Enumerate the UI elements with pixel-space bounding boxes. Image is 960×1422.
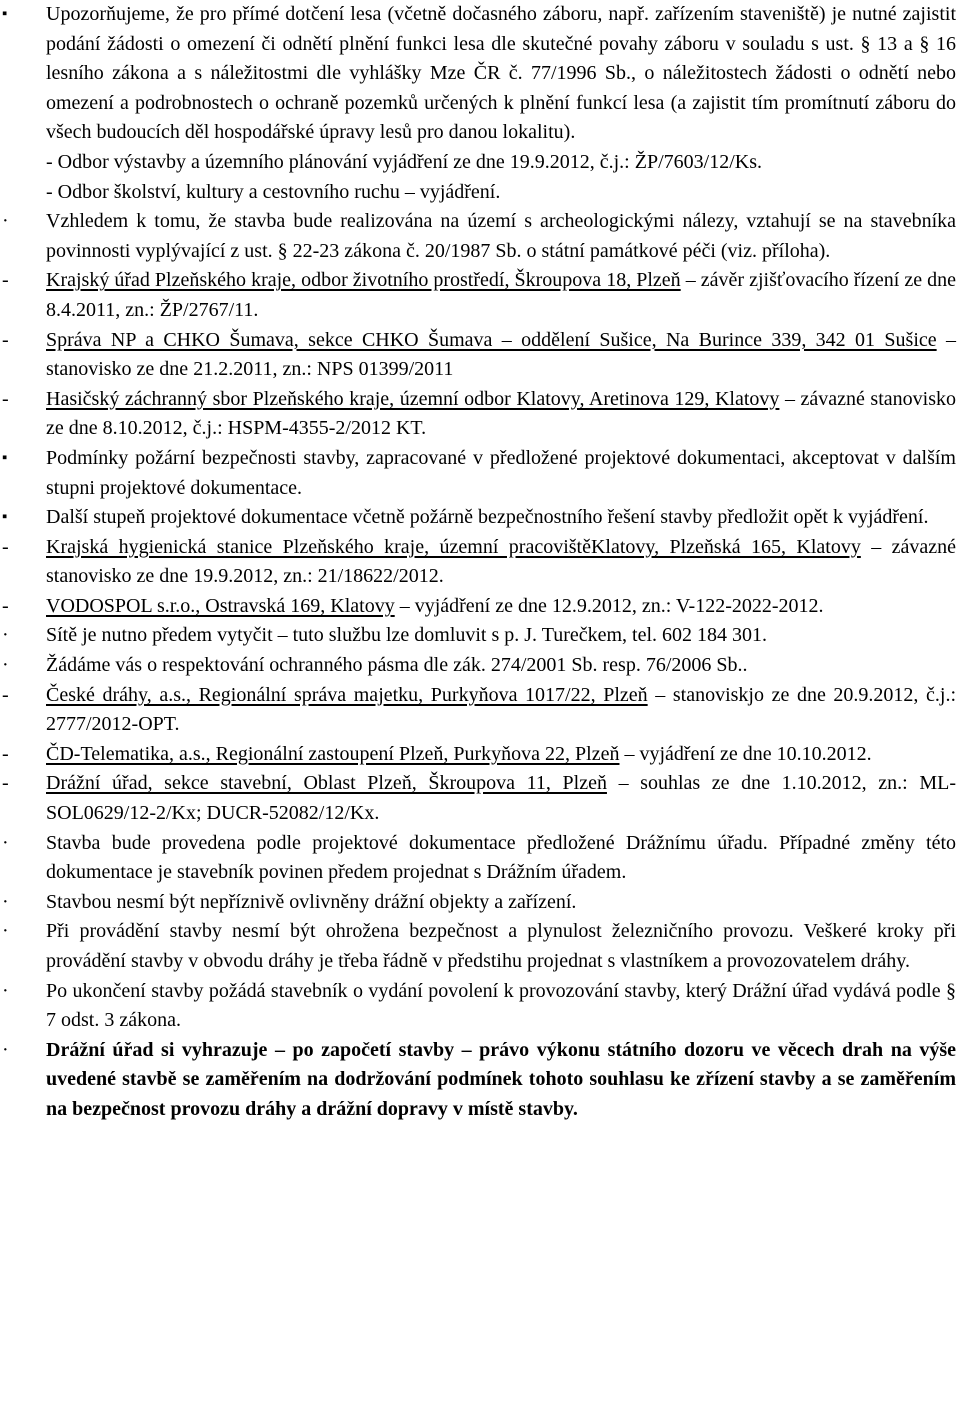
body-text: Stavbou nesmí být nepříznivě ovlivněny drážní objekty a zařízení.	[46, 890, 577, 913]
list-marker: -	[2, 269, 9, 292]
paragraph-item	[0, 769, 960, 828]
paragraph-item	[0, 681, 960, 740]
list-marker: ·	[2, 654, 9, 677]
paragraph-item	[0, 266, 960, 325]
paragraph-text	[46, 207, 956, 266]
body-text: Upozorňujeme, že pro přímé dotčení lesa (včetně dočasného záboru, např. zařízením staveniště) je nutné zajistit podání žádosti o omezení či odnětí plnění funkci lesa dle skutečné povahy záboru v souladu s ust. § 13 a § 16 lesního zákona a s náležitostmi dle vyhlášky Mze ČR č. 77/1996 Sb., o náležitostech žádosti o odnětí nebo omezení a podrobnostech o ochraně pozemků určených k plnění funkcí lesa (a zajistit tím promítnutí záboru do všech budoucích děl hospodářské úpravy lesů pro danou lokalitu).	[46, 3, 956, 144]
body-text: Vzhledem k tomu, že stavba bude realizována na území s archeologickými nálezy, vztahují se na stavebníka povinnosti vyplývající z ust. § 22-23 zákona č. 20/1987 Sb. o státní památkové péči (viz. příloha).	[46, 210, 956, 262]
list-marker: ·	[2, 831, 9, 854]
body-text: Drážní úřad si vyhrazuje – po započetí stavby – právo výkonu státního dozoru ve věcech drah na výše uvedené stavbě se zaměřením na dodržování podmínek tohoto souhlasu ke zřízení stavby a se zaměřením na bezpečnost provozu dráhy a drážní dopravy v místě stavby.	[46, 1038, 956, 1120]
paragraph-item	[0, 207, 960, 266]
underlined-authority: Hasičský záchranný sbor Plzeňského kraje, územní odbor Klatovy, Aretinova 129, Klatovy	[46, 387, 780, 410]
list-marker: -	[2, 742, 9, 765]
paragraph-text	[46, 888, 956, 918]
body-text: – stanovisko ze dne 21.2.2011, zn.: NPS 01399/2011	[46, 328, 957, 381]
paragraph-item	[0, 977, 960, 1036]
paragraph-item	[0, 592, 960, 622]
list-marker: -	[2, 387, 9, 410]
list-marker: ·	[2, 890, 9, 913]
paragraph-text	[46, 917, 956, 976]
paragraph-text	[46, 533, 956, 592]
bold-text	[46, 1039, 956, 1120]
list-marker: ▪	[2, 509, 8, 526]
list-marker: ·	[2, 210, 9, 233]
list-marker: -	[2, 772, 9, 795]
list-marker: ·	[2, 920, 9, 943]
body-text: – závěr zjišťovacího řízení ze dne 8.4.2011, zn.: ŽP/2767/11.	[46, 269, 957, 321]
list-marker: -	[2, 594, 9, 617]
body-text: – souhlas ze dne 1.10.2012, zn.: ML-SOL0629/12-2/Kx; DUCR-52082/12/Kx.	[46, 772, 956, 825]
paragraph-text	[46, 266, 956, 325]
body-text: Žádáme vás o respektování ochranného pásma dle zák. 274/2001 Sb. resp. 76/2006 Sb..	[46, 654, 748, 677]
paragraph-text	[46, 651, 956, 681]
paragraph-text	[46, 148, 956, 178]
list-marker: ·	[2, 624, 9, 647]
body-text: - Odbor školství, kultury a cestovního ruchu – vyjádření.	[46, 180, 501, 203]
paragraph-text	[46, 178, 956, 208]
paragraph-text	[46, 1036, 956, 1125]
underlined-authority: ČD-Telematika, a.s., Regionální zastoupení Plzeň, Purkyňova 22, Plzeň	[46, 742, 620, 765]
body-text: Stavba bude provedena podle projektové dokumentace předložené Drážnímu úřadu. Případné změny této dokumentace je stavebník povinen předem projednat s Drážním úřadem.	[46, 831, 956, 884]
list-marker: -	[2, 535, 9, 558]
paragraph-item	[0, 326, 960, 385]
underlined-authority: České dráhy, a.s., Regionální správa majetku, Purkyňova 1017/22, Plzeň	[46, 683, 648, 706]
body-text: – závazné stanovisko ze dne 8.10.2012, č.j.: HSPM-4355-2/2012 KT.	[46, 387, 956, 440]
body-text: Sítě je nutno předem vytyčit – tuto službu lze domluvit s p. J. Turečkem, tel. 602 184 301.	[46, 624, 768, 647]
paragraph-item	[0, 533, 960, 592]
underlined-authority: Krajská hygienická stanice Plzeňského kraje, územní pracovištěKlatovy, Plzeňská 165, Klatovy	[46, 535, 861, 558]
body-text: – závazné stanovisko ze dne 19.9.2012, zn.: 21/18622/2012.	[46, 535, 957, 588]
list-marker: -	[2, 328, 9, 351]
body-text: Podmínky požární bezpečnosti stavby, zapracované v předložené projektové dokumentaci, akceptovat v dalším stupni projektové dokumentace.	[46, 446, 956, 499]
paragraph-item	[0, 385, 960, 444]
list-marker: -	[2, 683, 9, 706]
paragraph-item	[0, 444, 960, 503]
body-text: – vyjádření ze dne 10.10.2012.	[619, 742, 872, 765]
paragraph-item	[0, 829, 960, 888]
list-marker: ▪	[2, 6, 8, 22]
underlined-authority: VODOSPOL s.r.o., Ostravská 169, Klatovy	[46, 594, 395, 617]
paragraph-text	[46, 326, 956, 385]
paragraph-text	[46, 681, 956, 740]
underlined-authority: Krajský úřad Plzeňského kraje, odbor životního prostředí, Škroupova 18, Plzeň	[46, 269, 681, 292]
paragraph-text	[46, 977, 956, 1036]
paragraph-text	[46, 829, 956, 888]
body-text: Po ukončení stavby požádá stavebník o vydání povolení k provozování stavby, který Drážní úřad vydává podle § 7 odst. 3 zákona.	[46, 979, 956, 1032]
list-marker: ·	[2, 1038, 9, 1061]
paragraph-item	[0, 621, 960, 651]
body-text: – stanoviskjo ze dne 20.9.2012, č.j.: 2777/2012-OPT.	[46, 683, 957, 736]
underlined-authority: Drážní úřad, sekce stavební, Oblast Plzeň, Škroupova 11, Plzeň	[46, 772, 607, 795]
underlined-authority: Správa NP a CHKO Šumava, sekce CHKO Šumava – oddělení Sušice, Na Burince 339, 342 01 Sušice	[46, 328, 937, 351]
paragraph-text	[46, 621, 956, 651]
paragraph-item	[0, 888, 960, 918]
paragraph-text	[46, 769, 956, 828]
paragraph-text	[46, 503, 956, 533]
paragraph-item	[0, 740, 960, 770]
list-marker: ·	[2, 979, 9, 1002]
list-marker: ▪	[2, 449, 8, 466]
paragraph-item	[0, 148, 960, 178]
paragraph-item	[0, 917, 960, 976]
paragraph-text	[46, 740, 956, 770]
body-text: – vyjádření ze dne 12.9.2012, zn.: V-122-2022-2012.	[394, 594, 824, 617]
body-text: - Odbor výstavby a územního plánování vyjádření ze dne 19.9.2012, č.j.: ŽP/7603/12/Ks.	[46, 150, 762, 173]
paragraph-text	[46, 444, 956, 503]
paragraph-text	[46, 385, 956, 444]
paragraph-item	[0, 178, 960, 208]
paragraph-item	[0, 1036, 960, 1125]
paragraph-item	[0, 503, 960, 533]
body-text: Další stupeň projektové dokumentace včetně požárně bezpečnostního řešení stavby předložit opět k vyjádření.	[46, 506, 929, 529]
paragraph-text	[46, 0, 956, 148]
paragraph-item	[0, 651, 960, 681]
body-text: Při provádění stavby nesmí být ohrožena bezpečnost a plynulost železničního provozu. Veškeré kroky při provádění stavby v obvodu dráhy je třeba řádně v předstihu projednat s vlastníkem a provozovatelem dráhy.	[46, 920, 956, 972]
paragraph-item	[0, 0, 960, 148]
paragraph-text	[46, 592, 956, 622]
